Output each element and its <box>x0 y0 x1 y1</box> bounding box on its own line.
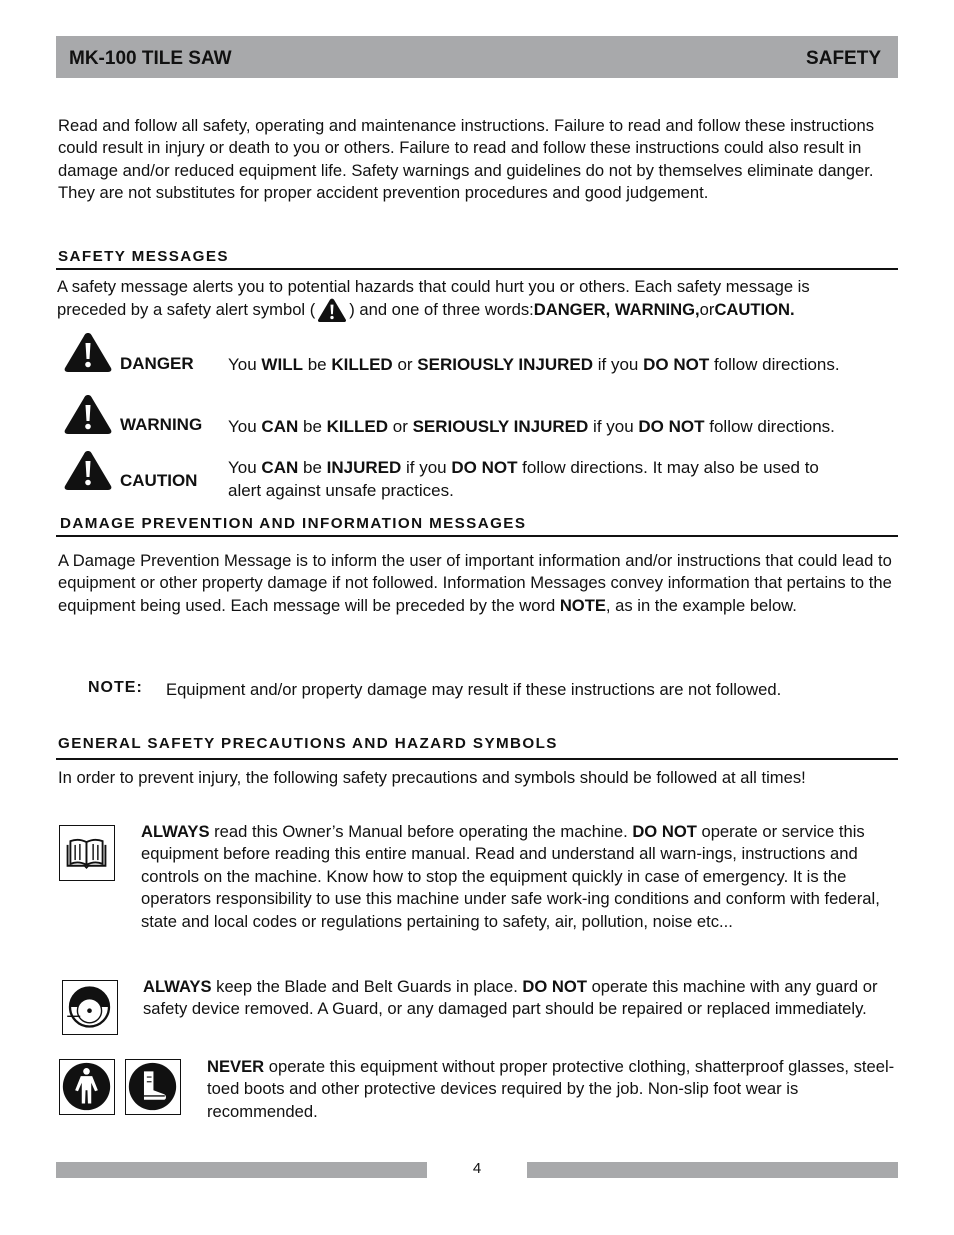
caution-alert-icon <box>64 450 112 490</box>
protective-clothing-icon <box>59 1059 115 1115</box>
safety-messages-heading: SAFETY MESSAGES <box>58 248 229 265</box>
footer-bar-right <box>527 1162 898 1178</box>
general-safety-intro: In order to prevent injury, the following safety precautions and symbols should be followed at all times! <box>58 768 806 787</box>
footer-bar-left <box>56 1162 427 1178</box>
page-number: 4 <box>472 1160 482 1177</box>
general-safety-heading: GENERAL SAFETY PRECAUTIONS AND HAZARD SYMBOLS <box>58 735 558 752</box>
section-rule <box>56 758 898 760</box>
precaution-guard-text: ALWAYS keep the Blade and Belt Guards in place. DO NOT operate this machine with any guard or safety device removed. A Guard, or any damaged part should be repaired or replaced immediately. <box>143 977 878 1019</box>
caution-label: CAUTION <box>120 471 198 490</box>
note-text: Equipment and/or property damage may result if these instructions are not followed. <box>166 680 782 699</box>
manual-title: MK-100 TILE SAW <box>69 48 232 69</box>
damage-prevention-heading: DAMAGE PREVENTION AND INFORMATION MESSAGES <box>60 515 527 532</box>
safety-messages-line1: A safety message alerts you to potential hazards that could hurt you or others. Each safety message is <box>57 277 810 296</box>
precaution-clothing-text: NEVER operate this equipment without proper protective clothing, shatterproof glasses, steel-toed boots and other protective devices required by the job. Non-slip foot wear is recommended. <box>207 1057 895 1121</box>
danger-message: You WILL be KILLED or SERIOUSLY INJURED if you DO NOT follow directions. <box>228 355 840 374</box>
note-label: NOTE: <box>88 679 143 696</box>
intro-paragraph: Read and follow all safety, operating and maintenance instructions. Failure to read and follow these instructions could result in injury or death to you or others. Failure to read and follow these instructions could also result in damage and/or reduced equipment life. Safety warnings and guidelines do not by themselves eliminate danger. They are not substitutes for proper accident prevention procedures and good judgement. <box>58 116 875 203</box>
warning-alert-icon <box>64 394 112 434</box>
warning-label: WARNING <box>120 415 203 434</box>
section-rule <box>56 268 898 270</box>
warning-message: You CAN be KILLED or SERIOUSLY INJURED if you DO NOT follow directions. <box>228 417 835 436</box>
caution-message: You CAN be INJURED if you DO NOT follow directions. It may also be used to alert against unsafe practices. <box>228 458 819 500</box>
section-rule <box>56 535 898 537</box>
damage-paragraph: A Damage Prevention Message is to inform the user of important information and/or instructions that could lead to equipment or other property damage if not followed. Information Messages convey information that pertains to the equipment being used. Each message will be preceded by the word NOTE, as in the example below. <box>58 551 892 615</box>
blade-guard-icon <box>62 980 118 1035</box>
alert-symbol-icon <box>316 298 348 322</box>
section-title: SAFETY <box>806 48 881 69</box>
signal-words: DANGER, WARNING, <box>533 300 700 320</box>
danger-alert-icon <box>64 332 112 372</box>
safety-boots-icon <box>125 1059 181 1115</box>
manual-book-icon <box>59 825 115 881</box>
danger-label: DANGER <box>120 354 194 373</box>
precaution-manual-text: ALWAYS read this Owner’s Manual before operating the machine. DO NOT operate or service this equipment before reading this entire manual. Read and understand all warn-ings, instructions and controls on the machine. Know how to stop the equipment quickly in case of emergency. It is the operators responsibility to use this machine under safe work-ing conditions and conform with federal, state and local codes or regulations pertaining to safety, air, pollution, noise etc... <box>141 822 880 931</box>
safety-messages-text: A safety message alerts you to potential hazards that could hurt you or others. Each safety message is preceded by a safety alert symbol ( ) and one of three words: DANGER, WARNING, or CAUTION. <box>57 276 917 322</box>
page-header <box>56 36 898 78</box>
